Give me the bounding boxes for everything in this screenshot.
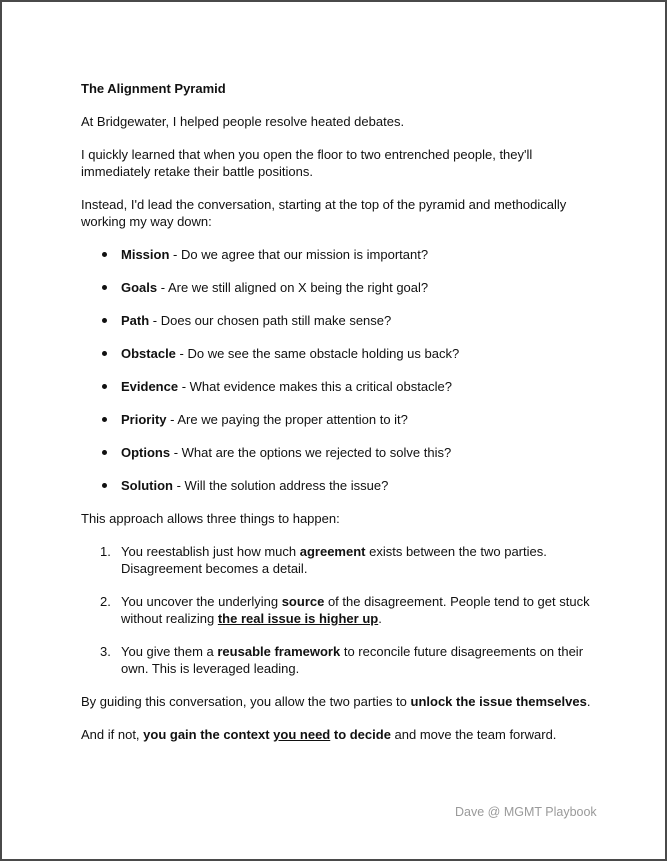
paragraph-guiding — [81, 693, 601, 710]
list-item — [81, 279, 601, 296]
item-text: You uncover the underlying — [121, 594, 282, 609]
item-text: . — [378, 611, 382, 626]
para-text: By guiding this conversation, you allow the two parties to — [81, 694, 411, 709]
list-number: 2. — [100, 594, 111, 609]
paragraph-conclusion — [81, 726, 601, 743]
bullet-text: - Do we agree that our mission is important? — [169, 247, 429, 262]
bullet-term: Priority — [121, 412, 167, 427]
list-item — [81, 543, 601, 577]
paragraph-approach: Instead, I'd lead the conversation, starting at the top of the pyramid and methodically working my way down: — [81, 197, 567, 229]
item-emphasis: source — [281, 594, 325, 609]
item-text: exists between the two parties. Disagreement becomes a detail. — [121, 544, 547, 576]
para-text: and move the team forward. — [390, 727, 557, 742]
bullet-text: - Do we see the same obstacle holding us back? — [175, 346, 460, 361]
document-title: The Alignment Pyramid — [81, 81, 226, 96]
list-item — [81, 312, 601, 329]
list-item — [81, 378, 601, 395]
item-text: of the disagreement. People tend to get stuck without realizing — [121, 594, 590, 626]
bullet-term: Mission — [121, 247, 170, 262]
pyramid-list — [81, 246, 601, 494]
list-item — [81, 444, 601, 461]
bullet-text: - Are we still aligned on X being the right goal? — [157, 280, 429, 295]
bullet-term: Goals — [121, 280, 158, 295]
item-text: You reestablish just how much — [121, 544, 300, 559]
item-emphasis: agreement — [299, 544, 366, 559]
bullet-text: - Will the solution address the issue? — [173, 478, 389, 493]
item-emphasis: reusable framework — [217, 644, 341, 659]
footer-credit: Dave @ MGMT Playbook — [455, 805, 597, 819]
paragraph-intro: At Bridgewater, I helped people resolve heated debates. — [81, 114, 405, 129]
para-emphasis: to decide — [330, 727, 391, 742]
bullet-term: Obstacle — [121, 346, 176, 361]
item-text: You give them a — [121, 644, 218, 659]
list-item — [81, 643, 601, 677]
para-emphasis: you gain the context — [143, 727, 274, 742]
bullet-text: - What are the options we rejected to solve this? — [170, 445, 452, 460]
list-number: 3. — [100, 644, 111, 659]
bullet-text: - What evidence makes this a critical obstacle? — [178, 379, 452, 394]
para-text: . — [586, 694, 591, 709]
list-item — [81, 246, 601, 263]
list-item — [81, 593, 601, 627]
para-emphasis: unlock the issue themselves — [410, 694, 587, 709]
outcomes-list — [81, 543, 601, 677]
para-text: And if not, — [81, 727, 144, 742]
list-item — [81, 345, 601, 362]
list-item — [81, 477, 601, 494]
item-text: to reconcile future disagreements on their own. This is leveraged leading. — [121, 644, 584, 676]
bullet-text: - Are we paying the proper attention to it? — [166, 412, 408, 427]
list-item — [81, 411, 601, 428]
bullet-text: - Does our chosen path still make sense? — [149, 313, 392, 328]
bullet-term: Path — [121, 313, 150, 328]
paragraph-observation: I quickly learned that when you open the floor to two entrenched people, they'll immediately retake their battle positions. — [81, 147, 533, 179]
bullet-term: Options — [121, 445, 171, 460]
document-body — [81, 80, 601, 759]
paragraph-three-things: This approach allows three things to happen: — [81, 511, 340, 526]
bullet-term: Evidence — [121, 379, 179, 394]
list-number: 1. — [100, 544, 111, 559]
item-emphasis-underlined: the real issue is higher up — [217, 611, 379, 626]
para-emphasis-underlined: you need — [273, 727, 331, 742]
bullet-term: Solution — [121, 478, 173, 493]
